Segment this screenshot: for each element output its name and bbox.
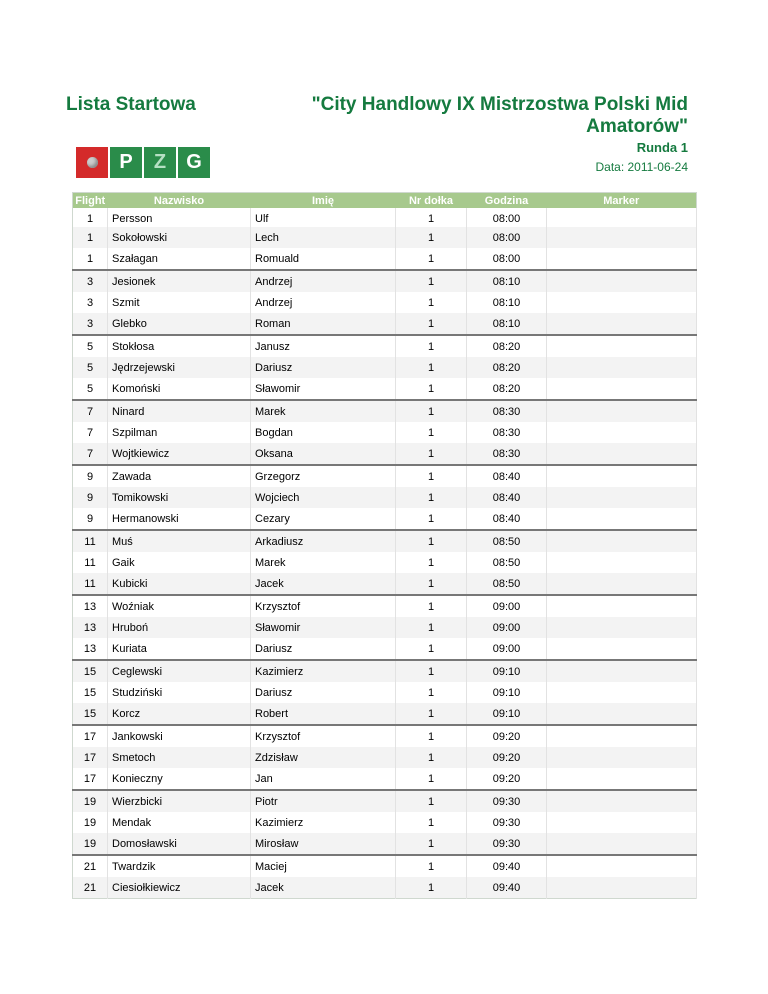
flight-cell: 11 [73, 552, 108, 573]
table-row [73, 270, 697, 292]
surname-cell: Tomikowski [108, 487, 251, 508]
table-row [73, 335, 697, 357]
hole-cell: 1 [396, 725, 467, 747]
hole-cell: 1 [396, 208, 467, 227]
marker-cell [547, 638, 697, 660]
hole-cell: 1 [396, 552, 467, 573]
surname-cell: Mendak [108, 812, 251, 833]
table-row [73, 357, 697, 378]
surname-cell: Ceglewski [108, 660, 251, 682]
time-cell: 08:20 [467, 378, 547, 400]
surname-cell: Glebko [108, 313, 251, 335]
time-cell: 08:50 [467, 530, 547, 552]
marker-cell [547, 487, 697, 508]
hole-cell: 1 [396, 313, 467, 335]
surname-cell: Szałagan [108, 248, 251, 270]
first-name-cell: Arkadiusz [251, 530, 396, 552]
surname-cell: Ninard [108, 400, 251, 422]
first-name-cell: Kazimierz [251, 660, 396, 682]
time-cell: 08:10 [467, 313, 547, 335]
time-cell: 08:00 [467, 248, 547, 270]
hole-cell: 1 [396, 465, 467, 487]
marker-cell [547, 833, 697, 855]
table-row [73, 833, 697, 855]
table-row [73, 855, 697, 877]
flight-cell: 1 [73, 227, 108, 248]
time-cell: 08:30 [467, 443, 547, 465]
flight-cell: 1 [73, 248, 108, 270]
first-name-cell: Robert [251, 703, 396, 725]
surname-cell: Jędrzejewski [108, 357, 251, 378]
time-cell: 08:30 [467, 422, 547, 443]
surname-cell: Zawada [108, 465, 251, 487]
first-name-cell: Dariusz [251, 638, 396, 660]
time-cell: 09:30 [467, 812, 547, 833]
time-cell: 09:20 [467, 768, 547, 790]
time-cell: 08:00 [467, 227, 547, 248]
flight-cell: 19 [73, 812, 108, 833]
marker-cell [547, 357, 697, 378]
hole-cell: 1 [396, 638, 467, 660]
first-name-cell: Andrzej [251, 292, 396, 313]
surname-cell: Wierzbicki [108, 790, 251, 812]
flight-cell: 7 [73, 400, 108, 422]
table-row [73, 790, 697, 812]
hole-cell: 1 [396, 573, 467, 595]
marker-cell [547, 790, 697, 812]
hole-cell: 1 [396, 335, 467, 357]
start-list-table [72, 192, 697, 899]
time-cell: 09:00 [467, 595, 547, 617]
first-name-cell: Oksana [251, 443, 396, 465]
first-name-cell: Krzysztof [251, 595, 396, 617]
table-row [73, 660, 697, 682]
surname-cell: Hermanowski [108, 508, 251, 530]
hole-cell: 1 [396, 400, 467, 422]
page-title: Lista Startowa [66, 94, 196, 115]
col-header-time: Godzina [467, 193, 547, 209]
first-name-cell: Mirosław [251, 833, 396, 855]
flight-cell: 9 [73, 487, 108, 508]
hole-cell: 1 [396, 508, 467, 530]
flight-cell: 17 [73, 725, 108, 747]
surname-cell: Ciesiołkiewicz [108, 877, 251, 899]
flight-cell: 15 [73, 682, 108, 703]
first-name-cell: Wojciech [251, 487, 396, 508]
col-header-surname: Nazwisko [108, 193, 251, 209]
first-name-cell: Lech [251, 227, 396, 248]
flight-cell: 1 [73, 208, 108, 227]
table-row [73, 768, 697, 790]
first-name-cell: Cezary [251, 508, 396, 530]
flight-cell: 13 [73, 595, 108, 617]
table-row [73, 465, 697, 487]
hole-cell: 1 [396, 357, 467, 378]
time-cell: 09:40 [467, 855, 547, 877]
first-name-cell: Kazimierz [251, 812, 396, 833]
table-row [73, 812, 697, 833]
table-row [73, 443, 697, 465]
time-cell: 08:50 [467, 573, 547, 595]
hole-cell: 1 [396, 682, 467, 703]
time-cell: 09:20 [467, 725, 547, 747]
flight-cell: 19 [73, 833, 108, 855]
date-label: Data: 2011-06-24 [595, 160, 688, 174]
hole-cell: 1 [396, 530, 467, 552]
marker-cell [547, 877, 697, 899]
col-header-flight: Flight [73, 193, 108, 209]
first-name-cell: Jacek [251, 877, 396, 899]
flight-cell: 19 [73, 790, 108, 812]
marker-cell [547, 682, 697, 703]
table-header-row [73, 193, 697, 209]
flight-cell: 5 [73, 357, 108, 378]
marker-cell [547, 422, 697, 443]
flight-cell: 9 [73, 465, 108, 487]
hole-cell: 1 [396, 877, 467, 899]
time-cell: 09:10 [467, 660, 547, 682]
logo-letter-z: Z [144, 147, 176, 178]
col-header-marker: Marker [547, 193, 697, 209]
surname-cell: Jankowski [108, 725, 251, 747]
table-row [73, 292, 697, 313]
hole-cell: 1 [396, 292, 467, 313]
first-name-cell: Sławomir [251, 378, 396, 400]
table-row [73, 617, 697, 638]
marker-cell [547, 855, 697, 877]
flight-cell: 11 [73, 573, 108, 595]
flight-cell: 5 [73, 378, 108, 400]
first-name-cell: Piotr [251, 790, 396, 812]
time-cell: 08:00 [467, 208, 547, 227]
marker-cell [547, 227, 697, 248]
flight-cell: 3 [73, 313, 108, 335]
table-row [73, 595, 697, 617]
table-row [73, 552, 697, 573]
table-row [73, 487, 697, 508]
flight-cell: 21 [73, 877, 108, 899]
table-row [73, 248, 697, 270]
table-row [73, 313, 697, 335]
marker-cell [547, 617, 697, 638]
table-row [73, 378, 697, 400]
marker-cell [547, 768, 697, 790]
surname-cell: Szpilman [108, 422, 251, 443]
first-name-cell: Zdzisław [251, 747, 396, 768]
surname-cell: Gaik [108, 552, 251, 573]
marker-cell [547, 660, 697, 682]
marker-cell [547, 248, 697, 270]
hole-cell: 1 [396, 227, 467, 248]
first-name-cell: Krzysztof [251, 725, 396, 747]
first-name-cell: Maciej [251, 855, 396, 877]
marker-cell [547, 270, 697, 292]
first-name-cell: Roman [251, 313, 396, 335]
table-row [73, 508, 697, 530]
first-name-cell: Marek [251, 400, 396, 422]
time-cell: 09:00 [467, 638, 547, 660]
time-cell: 08:40 [467, 508, 547, 530]
marker-cell [547, 812, 697, 833]
flight-cell: 13 [73, 617, 108, 638]
logo-letter-g: G [178, 147, 210, 178]
marker-cell [547, 313, 697, 335]
first-name-cell: Marek [251, 552, 396, 573]
table-row [73, 400, 697, 422]
time-cell: 08:40 [467, 465, 547, 487]
marker-cell [547, 508, 697, 530]
time-cell: 08:20 [467, 357, 547, 378]
marker-cell [547, 208, 697, 227]
time-cell: 08:10 [467, 270, 547, 292]
col-header-first-name: Imię [251, 193, 396, 209]
surname-cell: Szmit [108, 292, 251, 313]
flight-cell: 9 [73, 508, 108, 530]
hole-cell: 1 [396, 855, 467, 877]
first-name-cell: Jacek [251, 573, 396, 595]
flight-cell: 15 [73, 660, 108, 682]
marker-cell [547, 552, 697, 573]
flight-cell: 3 [73, 270, 108, 292]
marker-cell [547, 725, 697, 747]
hole-cell: 1 [396, 617, 467, 638]
marker-cell [547, 465, 697, 487]
marker-cell [547, 443, 697, 465]
first-name-cell: Ulf [251, 208, 396, 227]
hole-cell: 1 [396, 487, 467, 508]
hole-cell: 1 [396, 703, 467, 725]
round-label: Runda 1 [636, 140, 688, 155]
surname-cell: Studziński [108, 682, 251, 703]
surname-cell: Kuriata [108, 638, 251, 660]
table-row [73, 208, 697, 227]
table-row [73, 422, 697, 443]
hole-cell: 1 [396, 812, 467, 833]
flight-cell: 17 [73, 747, 108, 768]
hole-cell: 1 [396, 270, 467, 292]
first-name-cell: Dariusz [251, 682, 396, 703]
hole-cell: 1 [396, 768, 467, 790]
first-name-cell: Bogdan [251, 422, 396, 443]
time-cell: 08:40 [467, 487, 547, 508]
time-cell: 09:10 [467, 682, 547, 703]
table-row [73, 703, 697, 725]
surname-cell: Muś [108, 530, 251, 552]
first-name-cell: Jan [251, 768, 396, 790]
surname-cell: Sokołowski [108, 227, 251, 248]
first-name-cell: Romuald [251, 248, 396, 270]
time-cell: 09:20 [467, 747, 547, 768]
surname-cell: Korcz [108, 703, 251, 725]
surname-cell: Twardzik [108, 855, 251, 877]
marker-cell [547, 595, 697, 617]
flight-cell: 3 [73, 292, 108, 313]
flight-cell: 17 [73, 768, 108, 790]
flight-cell: 15 [73, 703, 108, 725]
hole-cell: 1 [396, 833, 467, 855]
surname-cell: Smetoch [108, 747, 251, 768]
table-row [73, 638, 697, 660]
logo-ball-tile [76, 147, 108, 178]
time-cell: 08:30 [467, 400, 547, 422]
marker-cell [547, 703, 697, 725]
hole-cell: 1 [396, 248, 467, 270]
marker-cell [547, 335, 697, 357]
surname-cell: Persson [108, 208, 251, 227]
table-row [73, 227, 697, 248]
first-name-cell: Andrzej [251, 270, 396, 292]
marker-cell [547, 378, 697, 400]
table-row [73, 747, 697, 768]
surname-cell: Komoński [108, 378, 251, 400]
time-cell: 09:30 [467, 833, 547, 855]
surname-cell: Konieczny [108, 768, 251, 790]
surname-cell: Jesionek [108, 270, 251, 292]
flight-cell: 5 [73, 335, 108, 357]
pzg-logo [76, 147, 210, 178]
time-cell: 09:30 [467, 790, 547, 812]
logo-letter-p: P [110, 147, 142, 178]
flight-cell: 7 [73, 422, 108, 443]
tournament-title: "City Handlowy IX Mistrzostwa Polski Mid Amatorów" [311, 94, 688, 137]
hole-cell: 1 [396, 790, 467, 812]
time-cell: 09:00 [467, 617, 547, 638]
flight-cell: 7 [73, 443, 108, 465]
surname-cell: Hruboń [108, 617, 251, 638]
surname-cell: Woźniak [108, 595, 251, 617]
hole-cell: 1 [396, 595, 467, 617]
marker-cell [547, 400, 697, 422]
hole-cell: 1 [396, 422, 467, 443]
flight-cell: 11 [73, 530, 108, 552]
first-name-cell: Dariusz [251, 357, 396, 378]
first-name-cell: Sławomir [251, 617, 396, 638]
hole-cell: 1 [396, 747, 467, 768]
time-cell: 08:20 [467, 335, 547, 357]
surname-cell: Wojtkiewicz [108, 443, 251, 465]
table-row [73, 682, 697, 703]
time-cell: 08:50 [467, 552, 547, 573]
flight-cell: 21 [73, 855, 108, 877]
surname-cell: Kubicki [108, 573, 251, 595]
time-cell: 09:40 [467, 877, 547, 899]
hole-cell: 1 [396, 660, 467, 682]
marker-cell [547, 292, 697, 313]
time-cell: 08:10 [467, 292, 547, 313]
marker-cell [547, 747, 697, 768]
marker-cell [547, 573, 697, 595]
col-header-hole: Nr dołka [396, 193, 467, 209]
surname-cell: Stokłosa [108, 335, 251, 357]
table-row [73, 725, 697, 747]
first-name-cell: Janusz [251, 335, 396, 357]
table-row [73, 573, 697, 595]
flight-cell: 13 [73, 638, 108, 660]
time-cell: 09:10 [467, 703, 547, 725]
table-row [73, 877, 697, 899]
table-row [73, 530, 697, 552]
marker-cell [547, 530, 697, 552]
first-name-cell: Grzegorz [251, 465, 396, 487]
surname-cell: Domosławski [108, 833, 251, 855]
hole-cell: 1 [396, 378, 467, 400]
golf-ball-icon [87, 157, 98, 168]
hole-cell: 1 [396, 443, 467, 465]
